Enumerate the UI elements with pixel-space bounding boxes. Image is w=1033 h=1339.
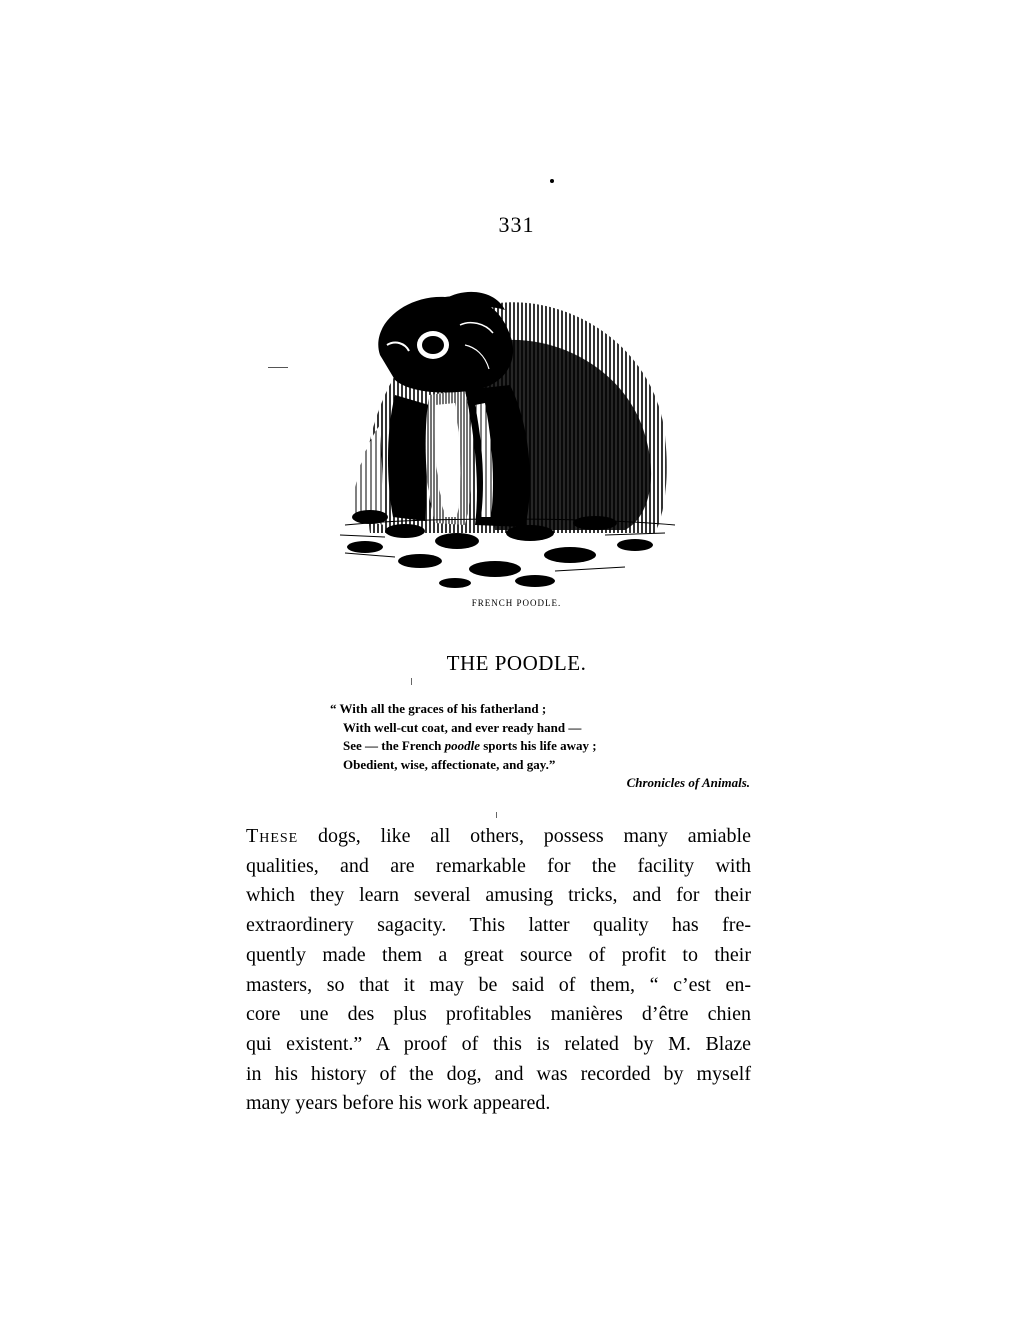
illustration-caption: FRENCH POODLE. — [471, 598, 562, 608]
epigraph-line-start: See — the French — [343, 738, 442, 753]
epigraph-line-end: sports his life away ; — [483, 738, 597, 753]
body-line: quently made them a great source of profit to their — [246, 943, 751, 966]
lead-word: These — [246, 825, 299, 847]
body-line: extraordinery sagacity. This latter quality has fre- — [246, 914, 751, 937]
body-line-text: dogs, like all others, possess many amiable — [298, 825, 751, 847]
epigraph-italic-word: poodle — [444, 738, 480, 753]
french-poodle-engraving — [325, 285, 695, 595]
chapter-title: THE POODLE. — [446, 651, 587, 675]
epigraph — [330, 700, 760, 793]
epigraph-line: With well-cut coat, and ever ready hand — — [343, 719, 582, 735]
body-line: masters, so that it may be said of them, “ c’est en- — [246, 973, 751, 996]
body-line: core une des plus profitables manières d’être chien — [246, 1003, 751, 1026]
stray-mark — [496, 812, 497, 818]
page-number: 331 — [498, 212, 535, 237]
epigraph-line: “ With all the graces of his fatherland ; — [330, 701, 547, 716]
body-line — [246, 822, 751, 852]
stray-mark — [411, 678, 412, 685]
epigraph-line: Obedient, wise, affectionate, and gay.” — [343, 756, 556, 772]
epigraph-line — [330, 737, 760, 756]
epigraph-attribution: Chronicles of Animals. — [626, 775, 750, 790]
margin-mark — [268, 367, 288, 368]
body-paragraph — [246, 822, 751, 1119]
body-line: which they learn several amusing tricks, and for their — [246, 884, 751, 907]
body-line: many years before his work appeared. — [246, 1092, 551, 1115]
body-line: qui existent.” A proof of this is related by M. Blaze — [246, 1032, 751, 1055]
ink-speck — [550, 179, 554, 183]
body-line: qualities, and are remarkable for the facility with — [246, 854, 751, 877]
body-line: in his history of the dog, and was recorded by myself — [246, 1062, 751, 1085]
